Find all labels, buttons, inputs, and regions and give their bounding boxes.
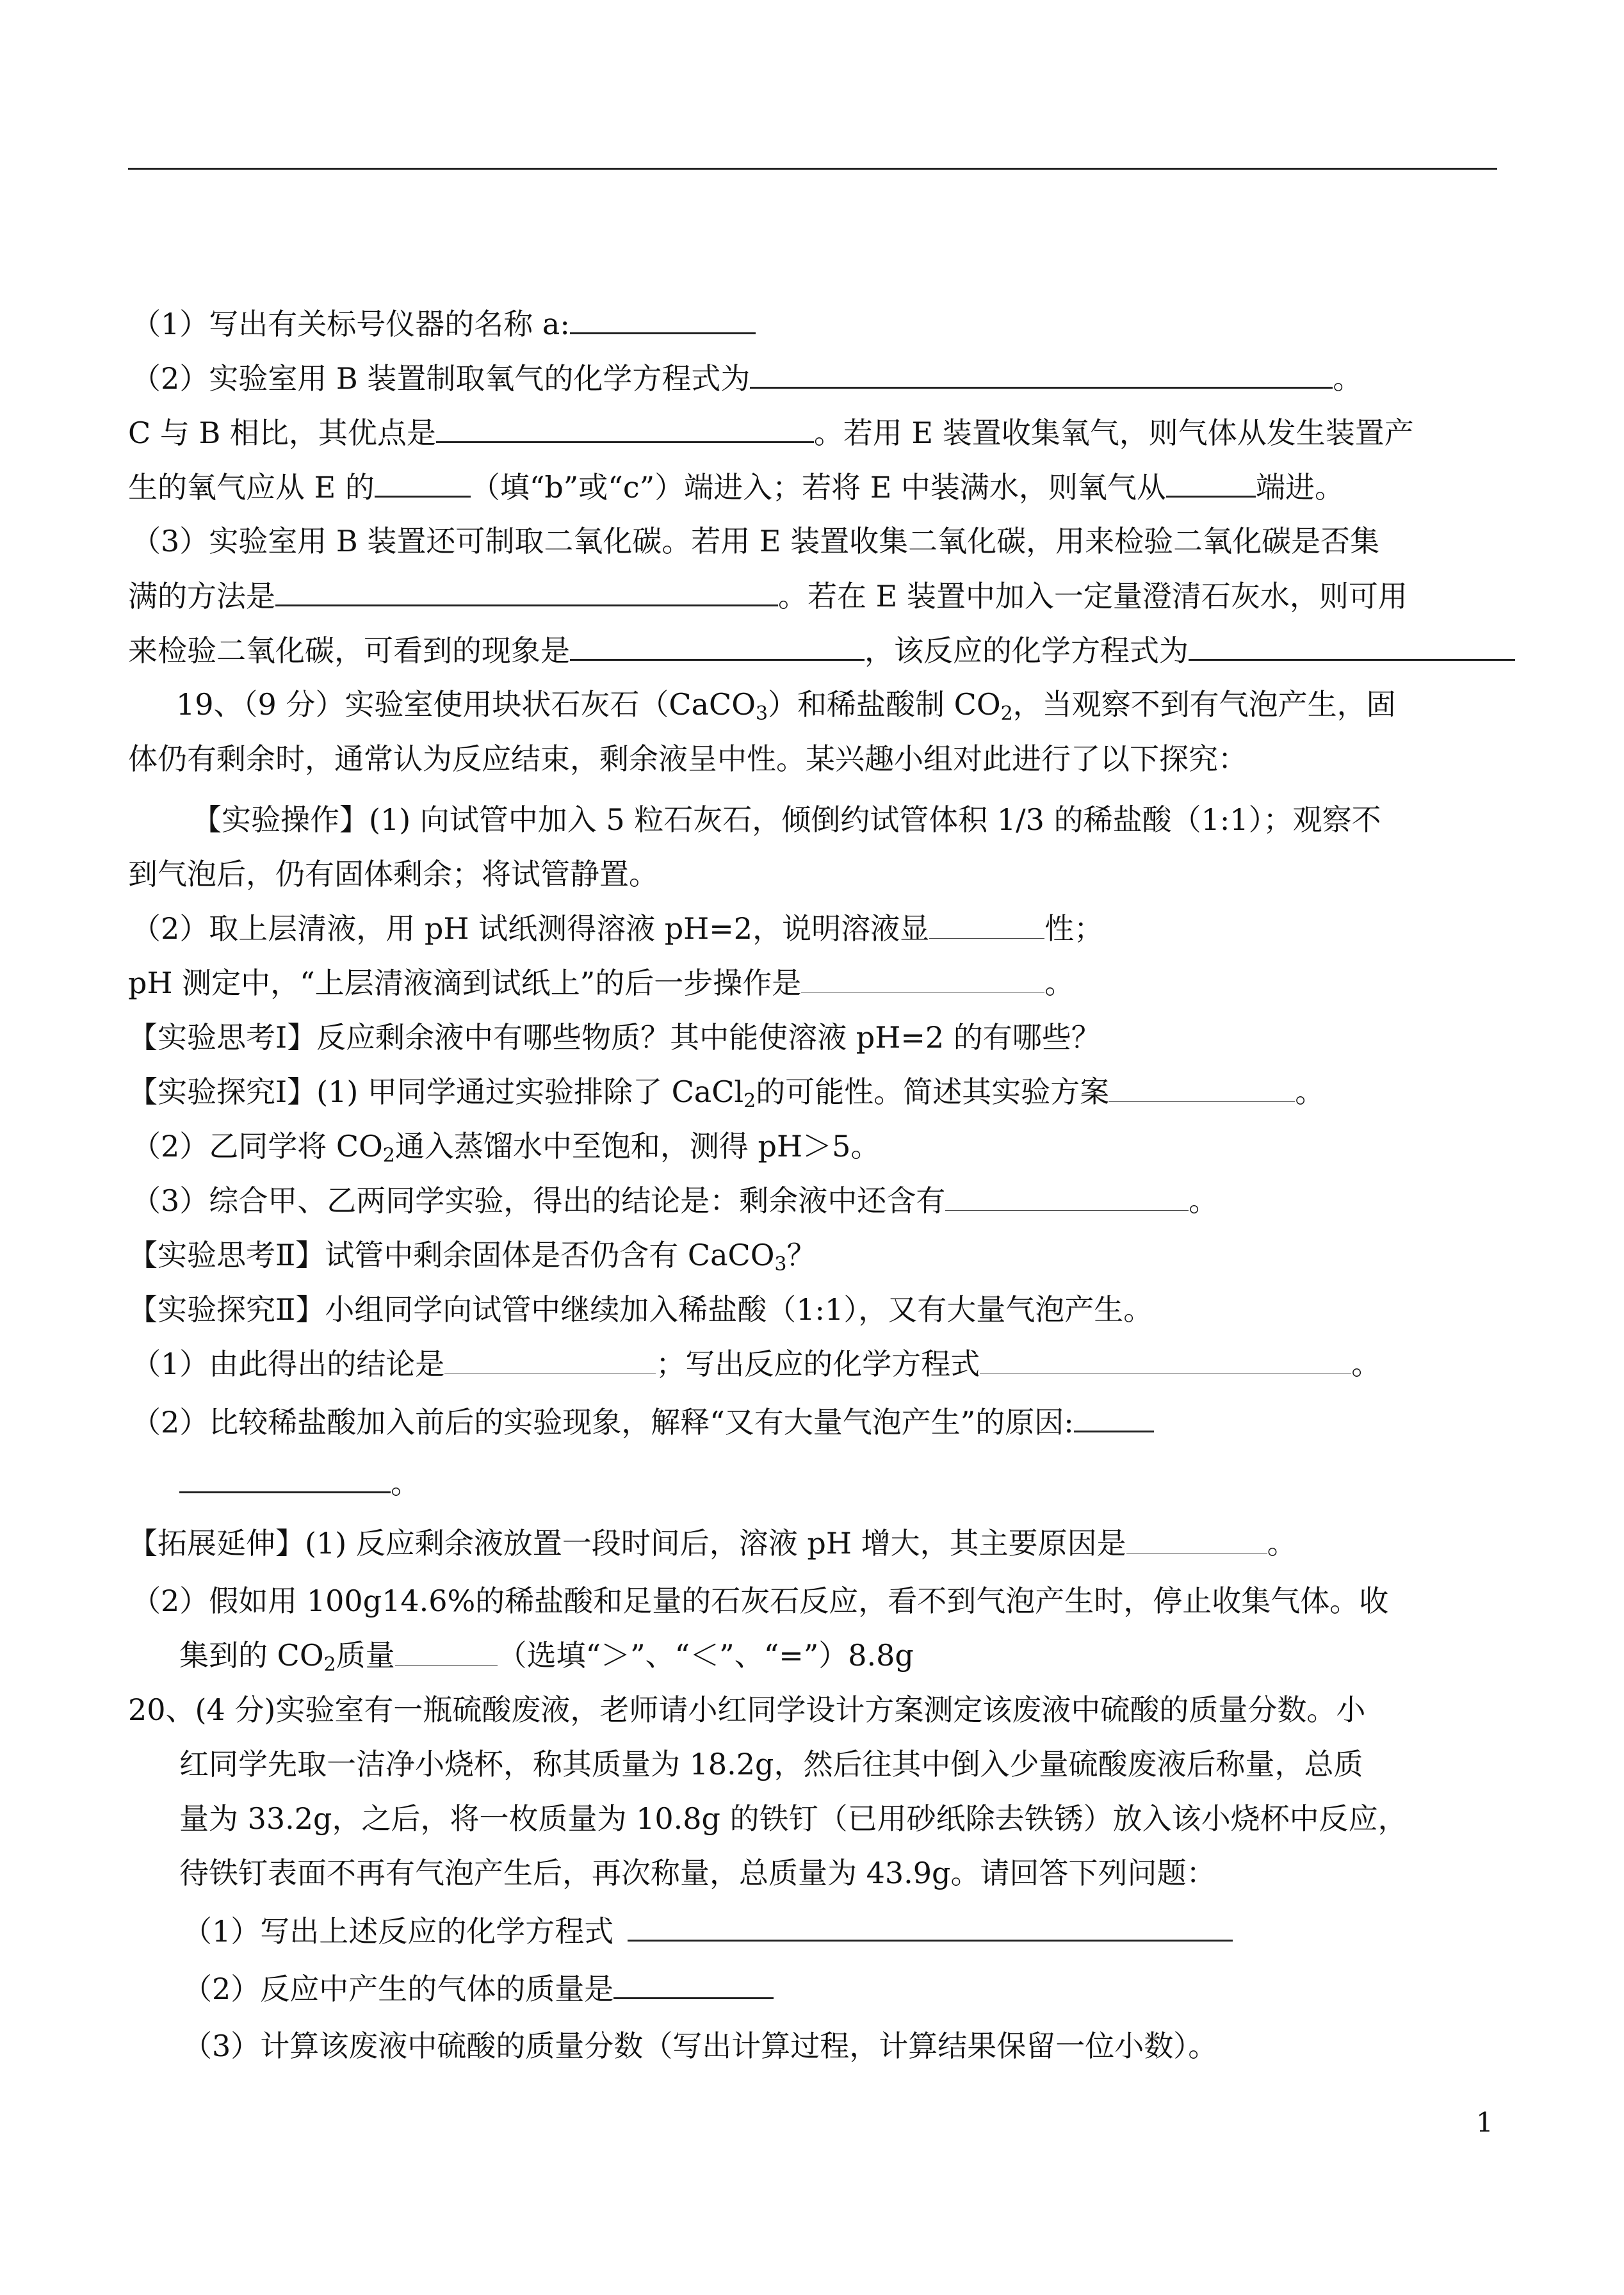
experiment-thinking-1: 【实验思考Ⅰ】反应剩余液中有哪些物质？其中能使溶液 pH=2 的有哪些？ xyxy=(128,1020,1101,1055)
q18-part2-line2: C 与 B 相比，其优点是 。若用 E 装置收集氧气，则气体从发生装置产 xyxy=(128,413,1414,451)
extension-part2-line1: （2）假如用 100g14.6%的稀盐酸和足量的石灰石反应，看不到气泡产生时，停止收集气体。收 xyxy=(131,1584,1389,1618)
answer-blank[interactable] xyxy=(613,1969,774,1999)
answer-blank[interactable] xyxy=(1109,1075,1295,1102)
experiment-operation-line2: 到气泡后，仍有固体剩余；将试管静置。 xyxy=(128,857,658,891)
answer-blank[interactable] xyxy=(1074,1402,1154,1432)
q19-stem-line1: 19、（9 分）实验室使用块状石灰石（CaCO$_3$）和稀盐酸制 $CO_2$，当观察不到有气泡产生，固 xyxy=(176,687,1396,725)
q18-part3-line1: （3）实验室用 B 装置还可制取二氧化碳。若用 E 装置收集二氧化碳，用来检验二氧化碳是否集 xyxy=(131,524,1380,558)
experiment-inquiry-1-part3: （3）综合甲、乙两同学实验，得出的结论是：剩余液中还含有 。 xyxy=(131,1183,1219,1218)
answer-blank[interactable] xyxy=(929,911,1044,939)
answer-blank[interactable] xyxy=(945,1183,1189,1211)
experiment-inquiry-1-part2: （2）乙同学将 $CO_2$通入蒸馏水中至饱和，测得 pH＞5。 xyxy=(131,1129,881,1167)
answer-blank[interactable] xyxy=(179,1463,391,1493)
answer-blank[interactable] xyxy=(628,1911,1233,1942)
page-number: 1 xyxy=(1476,2107,1493,2138)
answer-blank[interactable] xyxy=(444,1347,656,1374)
experiment-inquiry-2-part2: （2）比较稀盐酸加入前后的实验现象，解释“又有大量气泡产生”的原因: xyxy=(131,1402,1154,1441)
extension-part1: 【拓展延伸】(1) 反应剩余液放置一段时间后，溶液 pH 增大，其主要原因是 。 xyxy=(128,1526,1297,1561)
answer-blank[interactable] xyxy=(980,1347,1351,1374)
q18-part2-line3: 生的氧气应从 E 的 （填“b”或“c”）端进入；若将 E 中装满水，则氧气从 端进。 xyxy=(128,467,1344,506)
answer-blank[interactable] xyxy=(1126,1526,1267,1553)
q20-part3: （3）计算该废液中硫酸的质量分数（写出计算过程，计算结果保留一位小数）。 xyxy=(183,2029,1218,2063)
answer-blank[interactable] xyxy=(801,966,1044,993)
q20-stem-line1: 20、(4 分)实验室有一瓶硫酸废液，老师请小红同学设计方案测定该废液中硫酸的质量分数。小 xyxy=(128,1692,1366,1727)
q20-stem-line4: 待铁钉表面不再有气泡产生后，再次称量，总质量为 43.9g。请回答下列问题： xyxy=(179,1856,1216,1890)
answer-blank[interactable] xyxy=(436,413,814,443)
extension-part2-line2: 集到的 $CO_2$质量 （选填“＞”、“＜”、“=”）8.8g xyxy=(179,1638,914,1676)
answer-blank[interactable] xyxy=(395,1638,498,1666)
q18-part3-line3: 来检验二氧化碳，可看到的现象是 ，该反应的化学方程式为 xyxy=(128,631,1515,669)
experiment-inquiry-2: 【实验探究Ⅱ】小组同学向试管中继续加入稀盐酸（1:1），又有大量气泡产生。 xyxy=(128,1292,1153,1327)
answer-blank[interactable] xyxy=(1166,467,1256,498)
q20-stem-line2: 红同学先取一洁净小烧杯，称其质量为 18.2g，然后往其中倒入少量硫酸废液后称量，总质 xyxy=(179,1747,1363,1781)
experiment-operation-part2: （2）取上层清液，用 pH 试纸测得溶液 pH=2，说明溶液显 性； xyxy=(131,911,1104,946)
answer-blank[interactable] xyxy=(275,576,778,606)
experiment-inquiry-2-part1: （1）由此得出的结论是 ；写出反应的化学方程式 。 xyxy=(131,1347,1381,1381)
experiment-operation-line1: 【实验操作】(1) 向试管中加入 5 粒石灰石，倾倒约试管体积 1/3 的稀盐酸（1:1）；观察不 xyxy=(192,802,1381,837)
answer-blank[interactable] xyxy=(750,359,1333,389)
q20-stem-line3: 量为 33.2g，之后，将一枚质量为 10.8g 的铁钉（已用砂纸除去铁锈）放入该小烧杯中反应， xyxy=(179,1801,1408,1836)
experiment-thinking-2: 【实验思考Ⅱ】试管中剩余固体是否仍含有 CaCO$_3$？ xyxy=(128,1238,816,1276)
experiment-inquiry-1-part1: 【实验探究Ⅰ】(1) 甲同学通过实验排除了 CaCl$_2$的可能性。简述其实验方案 。 xyxy=(128,1075,1325,1112)
q20-part2: （2）反应中产生的气体的质量是 xyxy=(183,1969,774,2007)
answer-blank[interactable] xyxy=(375,467,471,498)
answer-blank[interactable] xyxy=(1189,631,1515,661)
answer-blank[interactable] xyxy=(570,631,865,661)
experiment-inquiry-2-part2-cont: 。 xyxy=(179,1463,420,1502)
answer-blank[interactable] xyxy=(570,304,756,334)
ph-measurement-line: pH 测定中，“上层清液滴到试纸上”的后一步操作是 。 xyxy=(128,966,1075,1000)
q18-part1: （1）写出有关标号仪器的名称 a: xyxy=(131,304,756,343)
header-rule xyxy=(128,168,1497,170)
q18-part2-line1: （2）实验室用 B 装置制取氧气的化学方程式为 。 xyxy=(131,359,1362,397)
q19-stem-line2: 体仍有剩余时，通常认为反应结束，剩余液呈中性。某兴趣小组对此进行了以下探究： xyxy=(128,742,1247,776)
q18-part3-line2: 满的方法是 。若在 E 装置中加入一定量澄清石灰水，则可用 xyxy=(128,576,1408,615)
q20-part1: （1）写出上述反应的化学方程式 xyxy=(183,1911,1233,1950)
